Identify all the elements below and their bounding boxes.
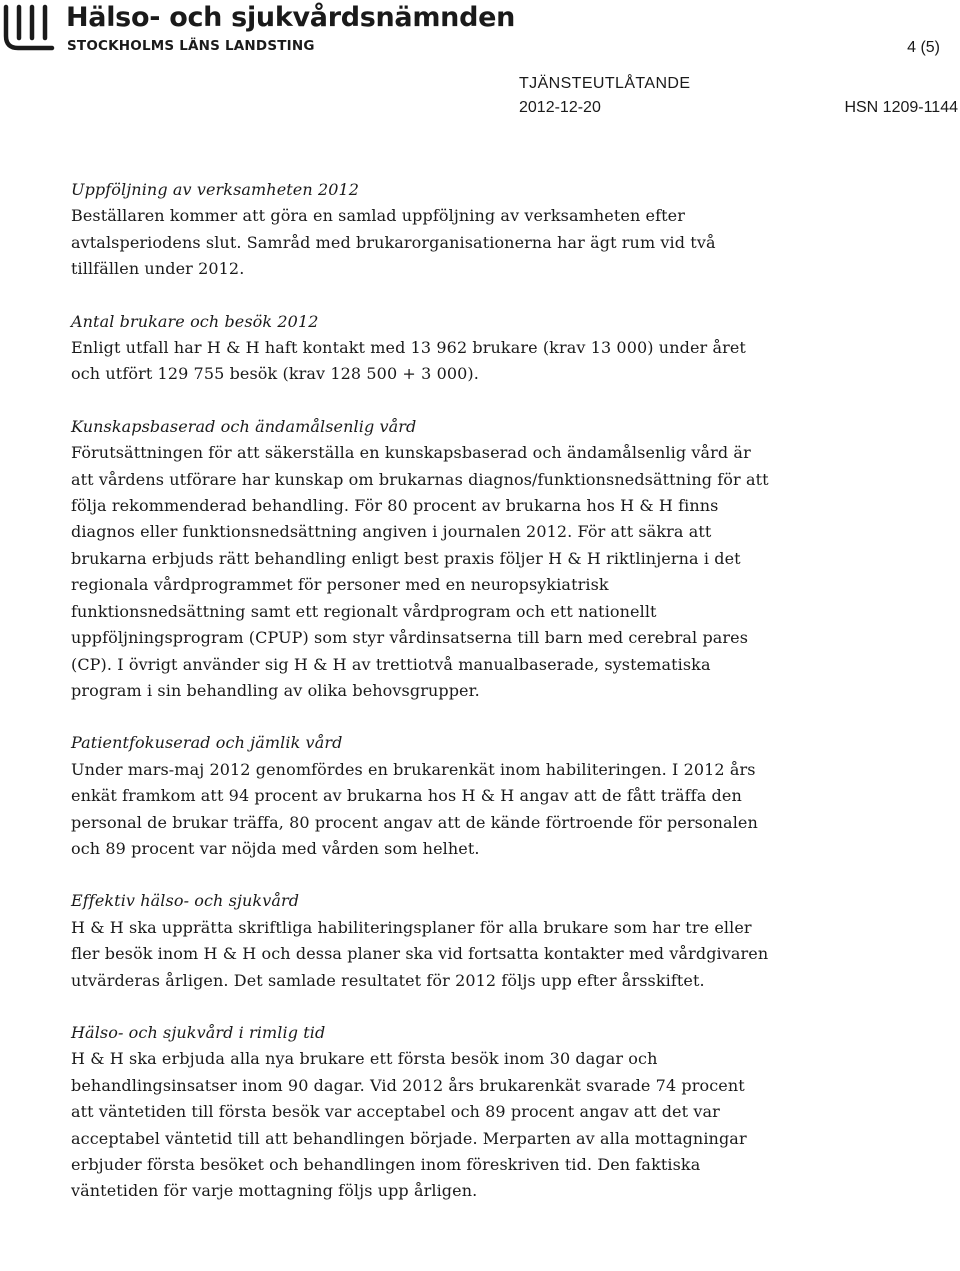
section-antal-brukare <box>71 309 771 388</box>
section-paragraph: Enligt utfall har H & H haft kontakt med 13 962 brukare (krav 13 000) under året och utfört 129 755 besök (krav 128 500 + 3 000). <box>71 338 746 384</box>
section-kunskapsbaserad <box>71 414 771 704</box>
section-heading: Effektiv hälso- och sjukvård <box>71 891 300 911</box>
document-date: 2012-12-20 <box>519 99 601 116</box>
section-paragraph: H & H ska upprätta skriftliga habiliteringsplaner för alla brukare som har tre eller fler besök inom H & H och dessa planer ska vid fortsatta kontakter med vårdgivaren utvärderas årligen. Det samlade resultatet för 2012 följs upp efter årsskiftet. <box>71 917 769 990</box>
section-heading: Antal brukare och besök 2012 <box>71 311 319 331</box>
header-logo <box>0 2 516 58</box>
section-patientfokuserad <box>71 730 771 862</box>
document-type: TJÄNSTEUTLÅTANDE <box>519 75 691 92</box>
section-heading: Uppföljning av verksamheten 2012 <box>71 180 360 199</box>
section-heading: Hälso- och sjukvård i rimlig tid <box>71 1022 326 1042</box>
section-uppfoljning <box>71 177 771 283</box>
section-rimlig-tid <box>71 1020 771 1205</box>
section-effektiv <box>71 888 771 994</box>
page-number: 4 (5) <box>907 39 940 56</box>
org-name: Hälso- och sjukvårdsnämnden <box>66 2 516 33</box>
section-paragraph: Beställaren kommer att göra en samlad uppföljning av verksamheten efter avtalsperiodens slut. Samråd med brukarorganisationerna har ägt rum vid två tillfällen under 2012. <box>71 206 716 279</box>
section-paragraph: Förutsättningen för att säkerställa en kunskapsbaserad och ändamålsenlig vård är att vårdens utförare har kunskap om brukarnas diagnos/funktionsnedsättning för att följa rekommenderad behandling. För 80 procent av brukarna hos H & H finns diagnos eller funktionsnedsättning angiven i journalen 2012. För att säkra att brukarna erbjuds rätt behandling enligt best praxis följer H & H riktlinjerna i det regionala vårdprogrammet för personer med en neuropsykiatrisk funktionsnedsättning samt ett regionalt vårdprogram och ett nationellt uppföljningsprogram (CPUP) som styr vårdinsatserna till barn med cerebral pares (CP). I övrigt använder sig H & H av trettiotvå manualbaserade, systematiska program i sin behandling av olika behovsgrupper. <box>71 443 769 700</box>
section-paragraph: Under mars-maj 2012 genomfördes en brukarenkät inom habiliteringen. I 2012 års enkät framkom att 94 procent av brukarna hos H & H angav att de fått träffa den personal de brukar träffa, 80 procent angav att de kände förtroende för personalen och 89 procent var nöjda med vården som helhet. <box>71 759 758 858</box>
document-body <box>71 177 771 1205</box>
section-heading: Kunskapsbaserad och ändamålsenlig vård <box>71 416 417 436</box>
section-heading: Patientfokuserad och jämlik vård <box>71 733 343 753</box>
org-subtitle: STOCKHOLMS LÄNS LANDSTING <box>67 38 315 54</box>
document-reference: HSN 1209-1144 <box>844 99 958 116</box>
sll-logo-icon <box>2 4 56 54</box>
section-paragraph: H & H ska erbjuda alla nya brukare ett första besök inom 30 dagar och behandlingsinsatser inom 90 dagar. Vid 2012 års brukarenkät svarade 74 procent att väntetiden till första besök var acceptabel och 89 procent angav att det var acceptabel väntetid till att behandlingen började. Merparten av alla mottagningar erbjuder första besöket och behandlingen inom föreskriven tid. Den faktiska väntetiden för varje mottagning följs upp årligen. <box>71 1049 747 1201</box>
